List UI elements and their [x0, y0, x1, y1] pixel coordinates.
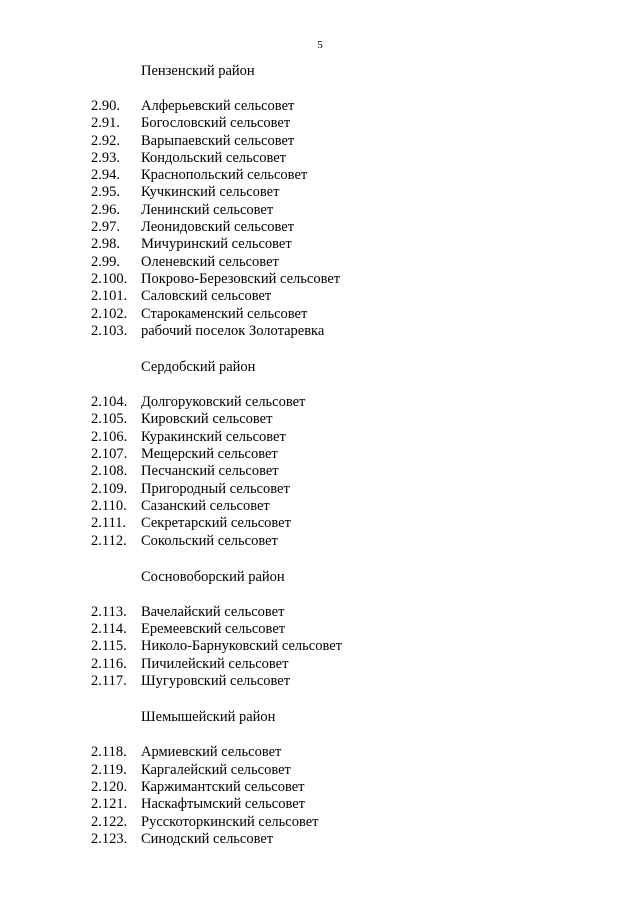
item-number: 2.111.	[91, 515, 127, 532]
item-name: Кондольский сельсовет	[141, 149, 286, 166]
item-number: 2.120.	[91, 778, 128, 795]
item-number: 2.92.	[91, 132, 120, 149]
item-name: Секретарский сельсовет	[141, 515, 291, 532]
list-item	[91, 831, 611, 848]
item-number: 2.105.	[91, 411, 128, 428]
item-name: Богословский сельсовет	[141, 115, 291, 132]
item-number: 2.90.	[91, 98, 120, 114]
item-name: Сокольский сельсовет	[141, 532, 278, 549]
item-number: 2.99.	[91, 253, 120, 270]
district-title: Сосновоборский район	[141, 568, 285, 585]
list-item	[91, 288, 611, 305]
list-item	[91, 98, 611, 115]
list-item	[91, 814, 611, 831]
item-name: Долгоруковский сельсовет	[141, 394, 306, 411]
list-item	[91, 429, 611, 446]
item-name: Песчанский сельсовет	[141, 463, 279, 480]
item-number: 2.94.	[91, 167, 120, 184]
list-item	[91, 167, 611, 184]
item-number: 2.115.	[91, 638, 127, 655]
item-number: 2.97.	[91, 219, 120, 236]
item-number: 2.114.	[91, 621, 127, 638]
entry-list	[91, 394, 611, 550]
district-title: Сердобский район	[141, 359, 256, 376]
list-item	[91, 271, 611, 288]
item-number: 2.101.	[91, 288, 128, 305]
item-name: Краснопольский сельсовет	[141, 167, 308, 184]
list-item	[91, 621, 611, 638]
list-item	[91, 306, 611, 323]
district-section	[91, 61, 611, 340]
item-number: 2.110.	[91, 497, 127, 514]
list-item	[91, 133, 611, 150]
list-item	[91, 779, 611, 796]
list-item	[91, 744, 611, 761]
item-number: 2.117.	[91, 673, 127, 690]
item-name: Синодский сельсовет	[141, 830, 274, 847]
item-name: Леонидовский сельсовет	[141, 219, 295, 236]
list-item	[91, 796, 611, 813]
list-item	[91, 411, 611, 428]
document-body	[91, 61, 611, 865]
district-section	[91, 357, 611, 550]
list-item	[91, 481, 611, 498]
list-item	[91, 638, 611, 655]
item-number: 2.113.	[91, 603, 127, 620]
item-number: 2.98.	[91, 236, 120, 253]
list-item	[91, 463, 611, 480]
district-title: Шемышейский район	[141, 709, 276, 726]
item-name: Куракинский сельсовет	[141, 428, 286, 445]
list-item	[91, 604, 611, 621]
item-number: 2.116.	[91, 655, 127, 672]
item-name: Кировский сельсовет	[141, 411, 273, 428]
list-item	[91, 656, 611, 673]
item-name: Сазанский сельсовет	[141, 497, 270, 514]
item-name: Наскафтымский сельсовет	[141, 796, 305, 813]
item-name: Ленинский сельсовет	[141, 201, 274, 218]
item-number: 2.100.	[91, 270, 128, 287]
item-number: 2.112.	[91, 532, 127, 549]
item-name: Мичуринский сельсовет	[141, 236, 292, 253]
item-name: Вачелайский сельсовет	[141, 603, 285, 620]
item-name: Саловский сельсовет	[141, 288, 272, 305]
item-number: 2.91.	[91, 115, 120, 132]
list-item	[91, 150, 611, 167]
district-section	[91, 707, 611, 848]
item-name: Шугуровский сельсовет	[141, 673, 291, 690]
entry-list	[91, 604, 611, 690]
entry-list	[91, 744, 611, 848]
item-number: 2.96.	[91, 201, 120, 218]
item-name: Покрово-Березовский сельсовет	[141, 270, 341, 287]
list-item	[91, 515, 611, 532]
item-name: Еремеевский сельсовет	[141, 621, 286, 638]
item-number: 2.119.	[91, 761, 127, 778]
item-name: Каржимантский сельсовет	[141, 778, 305, 795]
list-item	[91, 202, 611, 219]
item-number: 2.93.	[91, 149, 120, 166]
list-item	[91, 254, 611, 271]
list-item	[91, 219, 611, 236]
page-number: 5	[317, 39, 323, 51]
list-item	[91, 323, 611, 340]
item-name: Николо-Барнуковский сельсовет	[141, 638, 342, 655]
item-number: 2.102.	[91, 305, 128, 322]
entry-list	[91, 98, 611, 340]
item-name: Мещерский сельсовет	[141, 446, 278, 463]
item-name: Армиевский сельсовет	[141, 744, 282, 761]
list-item	[91, 673, 611, 690]
item-number: 2.104.	[91, 394, 128, 411]
district-section	[91, 567, 611, 690]
item-name: Пичилейский сельсовет	[141, 655, 289, 672]
list-item	[91, 498, 611, 515]
item-name: Старокаменский сельсовет	[141, 305, 308, 322]
item-name: Оленевский сельсовет	[141, 253, 279, 270]
item-number: 2.95.	[91, 184, 120, 201]
list-item	[91, 184, 611, 201]
item-number: 2.122.	[91, 813, 128, 830]
list-item	[91, 115, 611, 132]
list-item	[91, 446, 611, 463]
item-name: Пригородный сельсовет	[141, 480, 290, 497]
district-title: Пензенский район	[141, 63, 255, 79]
list-item	[91, 394, 611, 411]
item-number: 2.103.	[91, 322, 128, 339]
list-item	[91, 533, 611, 550]
item-number: 2.107.	[91, 446, 128, 463]
item-number: 2.121.	[91, 796, 128, 813]
item-name: рабочий поселок Золотаревка	[141, 322, 325, 339]
item-number: 2.108.	[91, 463, 128, 480]
item-number: 2.123.	[91, 830, 128, 847]
list-item	[91, 762, 611, 779]
item-name: Кучкинский сельсовет	[141, 184, 280, 201]
item-name: Русскоторкинский сельсовет	[141, 813, 319, 830]
item-number: 2.118.	[91, 744, 127, 761]
item-number: 2.109.	[91, 480, 128, 497]
item-name: Варыпаевский сельсовет	[141, 132, 295, 149]
item-name: Алферьевский сельсовет	[141, 98, 295, 114]
list-item	[91, 236, 611, 253]
item-name: Каргалейский сельсовет	[141, 761, 291, 778]
item-number: 2.106.	[91, 428, 128, 445]
